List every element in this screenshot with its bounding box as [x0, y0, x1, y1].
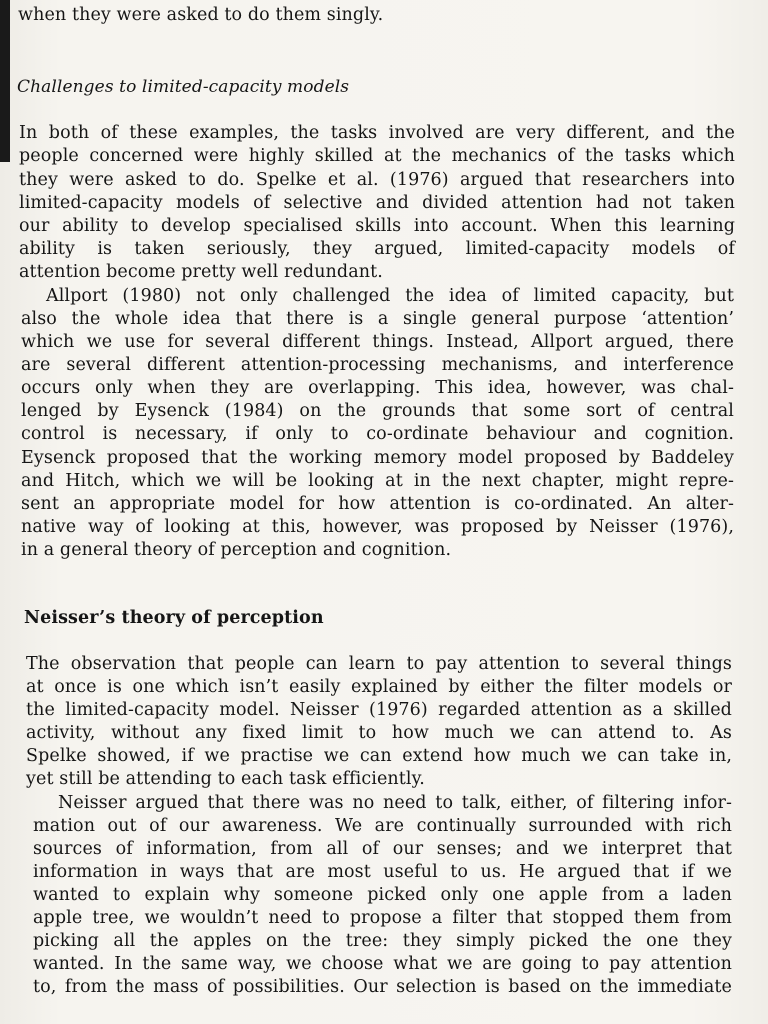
text-line: Eysenck proposed that the working memory model proposed by Baddeley — [21, 448, 734, 468]
text-line: picking all the apples on the tree: they simply picked the one they — [33, 931, 732, 951]
section-heading-neisser: Neisser’s theory of perception — [24, 608, 324, 628]
text-line: attention become pretty well redundant. — [19, 262, 383, 282]
section-heading-challenges: Challenges to limited-capacity models — [17, 77, 350, 97]
text-line: Neisser argued that there was no need to talk, either, of filtering infor- — [58, 793, 732, 813]
text-line: wanted to explain why someone picked only one apple from a laden — [33, 885, 732, 905]
text-line: our ability to develop specialised skills into account. When this learning — [19, 216, 735, 236]
text-line: mation out of our awareness. We are continually surrounded with rich — [33, 816, 732, 836]
text-line: The observation that people can learn to pay attention to several things — [26, 654, 732, 674]
text-line: lenged by Eysenck (1984) on the grounds that some sort of central — [21, 401, 734, 421]
text-line: to, from the mass of possibilities. Our selection is based on the immediate — [33, 977, 732, 997]
text-line: occurs only when they are overlapping. This idea, however, was chal- — [21, 378, 734, 398]
text-line: ability is taken seriously, they argued, limited-capacity models of — [19, 239, 735, 259]
text-line: Spelke showed, if we practise we can extend how much we can take in, — [26, 746, 732, 766]
text-line: also the whole idea that there is a single general purpose ‘attention’ — [21, 309, 734, 329]
text-line: information in ways that are most useful to us. He argued that if we — [33, 862, 732, 882]
text-line: they were asked to do. Spelke et al. (1976) argued that researchers into — [19, 170, 735, 190]
text-line: control is necessary, if only to co-ordinate behaviour and cognition. — [21, 424, 734, 444]
text-line: Allport (1980) not only challenged the idea of limited capacity, but — [46, 286, 734, 306]
text-line: the limited-capacity model. Neisser (1976) regarded attention as a skilled — [26, 700, 732, 720]
text-line: which we use for several different things. Instead, Allport argued, there — [21, 332, 734, 352]
text-line: limited-capacity models of selective and divided attention had not taken — [19, 193, 735, 213]
text-line: native way of looking at this, however, was proposed by Neisser (1976), — [21, 517, 734, 537]
text-line: In both of these examples, the tasks involved are very different, and the — [19, 123, 735, 143]
text-line: and Hitch, which we will be looking at in the next chapter, might repre- — [21, 471, 734, 491]
text-line: people concerned were highly skilled at the mechanics of the tasks which — [19, 146, 735, 166]
text-line: sent an appropriate model for how attention is co-ordinated. An alter- — [21, 494, 734, 514]
text-line: apple tree, we wouldn’t need to propose a filter that stopped them from — [33, 908, 732, 928]
page-edge-shadow — [0, 0, 10, 162]
previous-paragraph-last-line: when they were asked to do them singly. — [18, 5, 384, 25]
text-line: wanted. In the same way, we choose what we are going to pay attention — [33, 954, 732, 974]
text-line: in a general theory of perception and cognition. — [21, 540, 452, 560]
text-line: sources of information, from all of our senses; and we interpret that — [33, 839, 732, 859]
text-line: are several different attention-processing mechanisms, and interference — [21, 355, 734, 375]
text-line: activity, without any fixed limit to how much we can attend to. As — [26, 723, 732, 743]
text-line: at once is one which isn’t easily explained by either the filter models or — [26, 677, 732, 697]
text-line: yet still be attending to each task efficiently. — [26, 769, 425, 789]
